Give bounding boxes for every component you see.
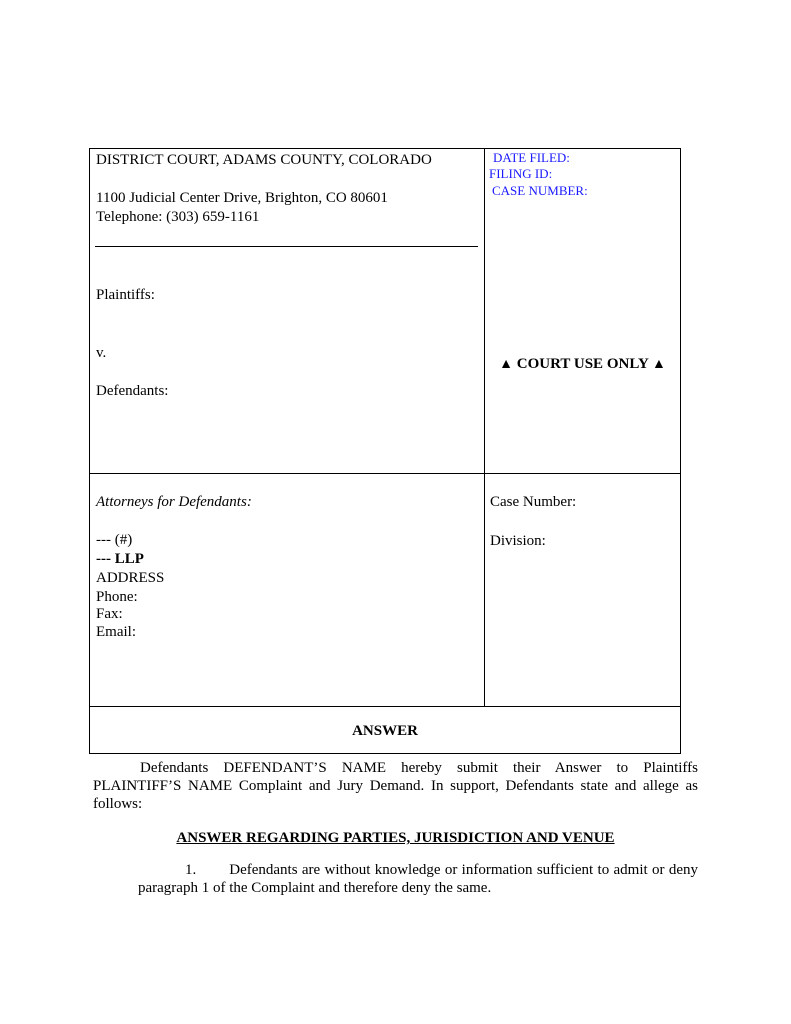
division-label: Division: [490,533,546,549]
paragraph-text: Defendants are without knowledge or information sufficient to admit or deny paragraph 1 of the Complaint and therefore deny the same. [138,862,698,896]
paragraph-number: 1. [185,862,197,878]
triangle-up-icon: ▲ [651,357,666,372]
caption-divider-parties [90,473,680,474]
date-filed-stamp: DATE FILED: [493,150,570,165]
defendants-label: Defendants: [96,383,169,399]
attorneys-label: Attorneys for Defendants: [96,494,252,510]
triangle-up-icon: ▲ [499,357,514,372]
caption-divider-title [90,706,680,707]
attorney-line: --- (#) [96,532,133,548]
plaintiffs-label: Plaintiffs: [96,287,155,303]
court-use-only-label [485,355,680,374]
firm-name: --- LLP [96,551,144,567]
case-number-label: Case Number: [490,494,577,510]
case-number-stamp: CASE NUMBER: [492,183,588,198]
court-name: DISTRICT COURT, ADAMS COUNTY, COLORADO [96,152,432,168]
court-use-only-text: COURT USE ONLY [516,356,649,372]
court-phone: Telephone: (303) 659-1161 [96,209,260,225]
filing-id-stamp: FILING ID: [489,166,553,181]
phone-label: Phone: [96,589,138,605]
versus-label: v. [96,345,107,361]
fax-label: Fax: [96,606,123,622]
intro-paragraph: Defendants DEFENDANT’S NAME hereby submit their Answer to Plaintiffs PLAINTIFF’S NAME Complaint and Jury Demand. In support, Defendants state and allege as follows: [93,760,698,812]
court-info-underline [95,246,478,247]
section-heading: ANSWER REGARDING PARTIES, JURISDICTION AND VENUE [176,830,615,846]
court-address: 1100 Judicial Center Drive, Brighton, CO 80601 [96,190,388,206]
case-caption-box [89,148,681,754]
numbered-paragraph [138,861,698,897]
email-label: Email: [96,624,136,640]
document-title: ANSWER [352,723,418,739]
caption-vertical-divider [484,149,485,706]
firm-address: ADDRESS [96,570,165,586]
